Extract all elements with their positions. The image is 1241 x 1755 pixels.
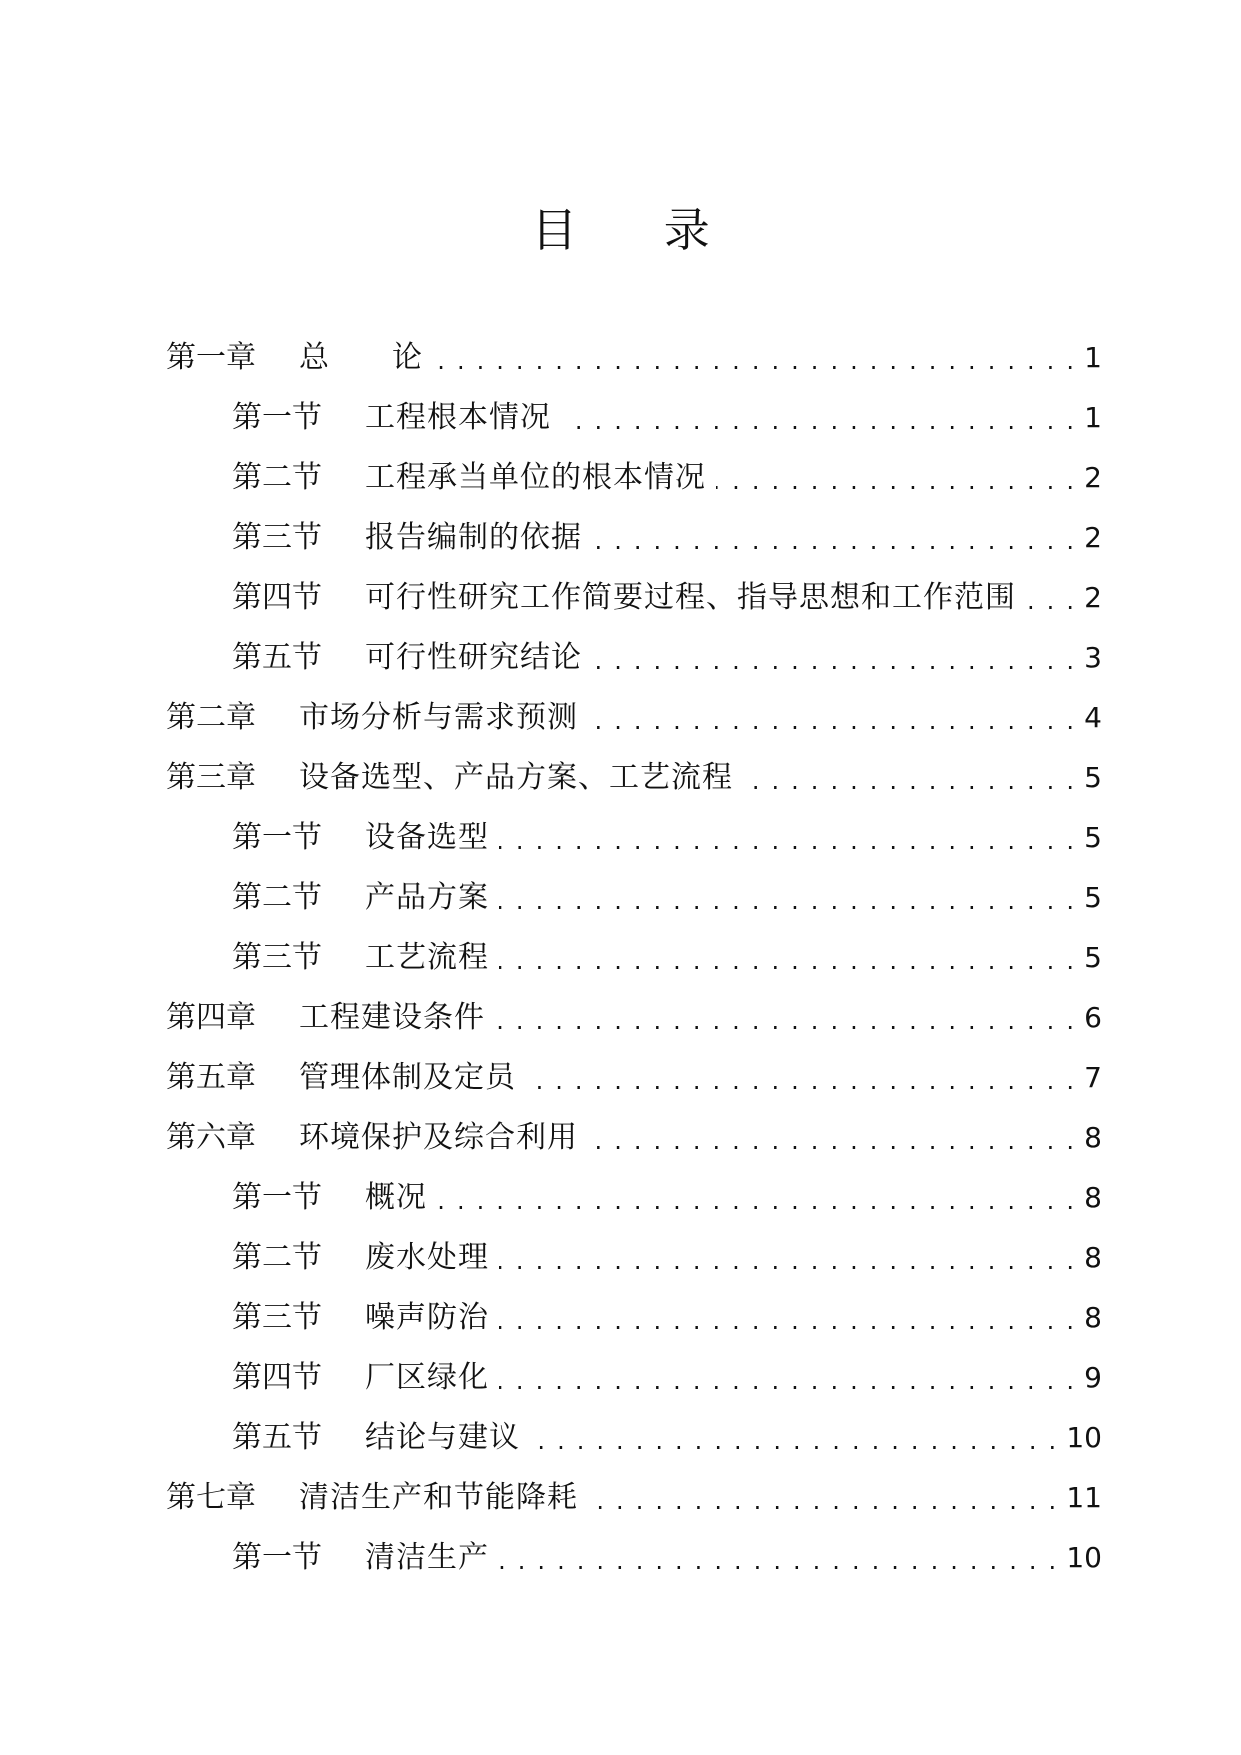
toc-page-number: 4: [1084, 701, 1102, 734]
toc-page-number: 2: [1084, 581, 1102, 614]
toc-page-number: 8: [1084, 1301, 1102, 1334]
toc-leader-dots: [499, 1348, 1076, 1408]
toc-text: 概况: [365, 1180, 427, 1215]
toc-leader-dots: [499, 1228, 1076, 1288]
toc-leader-dots: [433, 328, 1076, 388]
toc-text: 废水处理: [365, 1240, 489, 1275]
toc-entry[interactable]: [0, 508, 1241, 568]
toc-text: 市场分析与需求预测: [299, 700, 578, 735]
toc-label: 第二节: [232, 460, 322, 495]
toc-entry[interactable]: [0, 1528, 1241, 1588]
toc-leader-dots: [561, 388, 1076, 448]
toc-page-number: 8: [1084, 1121, 1102, 1154]
toc-label: 第一节: [232, 400, 322, 435]
toc-page-number: 2: [1084, 521, 1102, 554]
toc-entry[interactable]: [0, 1108, 1241, 1168]
toc-leader-dots: [592, 508, 1076, 568]
toc-entry[interactable]: [0, 1228, 1241, 1288]
toc-text: 设备选型: [365, 820, 489, 855]
toc-text: 清洁生产和节能降耗: [299, 1480, 578, 1515]
toc-leader-dots: [499, 1288, 1076, 1348]
toc-leader-dots: [588, 688, 1076, 748]
toc-entry[interactable]: [0, 328, 1241, 388]
toc-label: 第一节: [232, 1540, 322, 1575]
toc-leader-dots: [716, 448, 1076, 508]
toc-entry[interactable]: [0, 1048, 1241, 1108]
toc-text: 厂区绿化: [365, 1360, 489, 1395]
toc-page-number: 1: [1084, 341, 1102, 374]
toc-label: 第二章: [166, 700, 256, 735]
toc-page-number: 1: [1084, 401, 1102, 434]
toc-leader-dots: [499, 928, 1076, 988]
toc-leader-dots: [499, 868, 1076, 928]
toc-entry[interactable]: [0, 1168, 1241, 1228]
toc-leader-dots: [495, 988, 1076, 1048]
toc-entry[interactable]: [0, 988, 1241, 1048]
toc-page-number: 10: [1066, 1541, 1102, 1574]
toc-label: 第四节: [232, 580, 322, 615]
toc-label: 第五节: [232, 640, 322, 675]
toc-label: 第三节: [232, 940, 322, 975]
toc-page-number: 8: [1084, 1241, 1102, 1274]
toc-label: 第五节: [232, 1420, 322, 1455]
toc-text: 总 论: [299, 340, 423, 375]
toc-entry[interactable]: [0, 868, 1241, 928]
table-of-contents: [0, 328, 1241, 1588]
toc-text: 可行性研究结论: [365, 640, 582, 675]
toc-page-number: 5: [1084, 941, 1102, 974]
page-title: 目 录: [531, 203, 746, 257]
toc-label: 第一节: [232, 820, 322, 855]
toc-label: 第六章: [166, 1120, 256, 1155]
toc-entry[interactable]: [0, 628, 1241, 688]
toc-entry[interactable]: [0, 1348, 1241, 1408]
toc-leader-dots: [437, 1168, 1076, 1228]
toc-page-number: 6: [1084, 1001, 1102, 1034]
toc-entry[interactable]: [0, 568, 1241, 628]
toc-text: 工程建设条件: [299, 1000, 485, 1035]
toc-entry[interactable]: [0, 928, 1241, 988]
toc-label: 第四节: [232, 1360, 322, 1395]
toc-text: 噪声防治: [365, 1300, 489, 1335]
toc-page-number: 2: [1084, 461, 1102, 494]
toc-text: 产品方案: [365, 880, 489, 915]
toc-leader-dots: [499, 1528, 1058, 1588]
toc-page-number: 3: [1084, 641, 1102, 674]
toc-leader-dots: [588, 1108, 1076, 1168]
toc-text: 可行性研究工作简要过程、指导思想和工作范围: [365, 580, 1016, 615]
toc-entry[interactable]: [0, 1288, 1241, 1348]
toc-text: 工程根本情况: [365, 400, 551, 435]
toc-leader-dots: [530, 1408, 1058, 1468]
toc-leader-dots: [499, 808, 1076, 868]
toc-page-number: 7: [1084, 1061, 1102, 1094]
toc-entry[interactable]: [0, 448, 1241, 508]
toc-leader-dots: [526, 1048, 1076, 1108]
toc-text: 环境保护及综合利用: [299, 1120, 578, 1155]
toc-page-number: 5: [1084, 761, 1102, 794]
toc-leader-dots: [743, 748, 1076, 808]
toc-label: 第一节: [232, 1180, 322, 1215]
toc-page-number: 5: [1084, 821, 1102, 854]
toc-label: 第七章: [166, 1480, 256, 1515]
toc-text: 设备选型、产品方案、工艺流程: [299, 760, 733, 795]
toc-text: 结论与建议: [365, 1420, 520, 1455]
toc-label: 第三节: [232, 1300, 322, 1335]
toc-entry[interactable]: [0, 688, 1241, 748]
toc-label: 第二节: [232, 1240, 322, 1275]
toc-label: 第三章: [166, 760, 256, 795]
toc-label: 第二节: [232, 880, 322, 915]
toc-text: 工艺流程: [365, 940, 489, 975]
toc-text: 清洁生产: [365, 1540, 489, 1575]
toc-entry[interactable]: [0, 748, 1241, 808]
toc-entry[interactable]: [0, 1468, 1241, 1528]
toc-leader-dots: [592, 628, 1076, 688]
toc-leader-dots: [1026, 568, 1076, 628]
toc-entry[interactable]: [0, 1408, 1241, 1468]
toc-page-number: 10: [1066, 1421, 1102, 1454]
toc-page-number: 5: [1084, 881, 1102, 914]
toc-text: 报告编制的依据: [365, 520, 582, 555]
toc-label: 第一章: [166, 340, 256, 375]
toc-page-number: 9: [1084, 1361, 1102, 1394]
toc-text: 工程承当单位的根本情况: [365, 460, 706, 495]
toc-text: 管理体制及定员: [299, 1060, 516, 1095]
toc-label: 第四章: [166, 1000, 256, 1035]
toc-leader-dots: [588, 1468, 1058, 1528]
toc-page-number: 8: [1084, 1181, 1102, 1214]
toc-label: 第三节: [232, 520, 322, 555]
toc-entry[interactable]: [0, 808, 1241, 868]
toc-label: 第五章: [166, 1060, 256, 1095]
toc-entry[interactable]: [0, 388, 1241, 448]
toc-page-number: 11: [1066, 1481, 1102, 1514]
